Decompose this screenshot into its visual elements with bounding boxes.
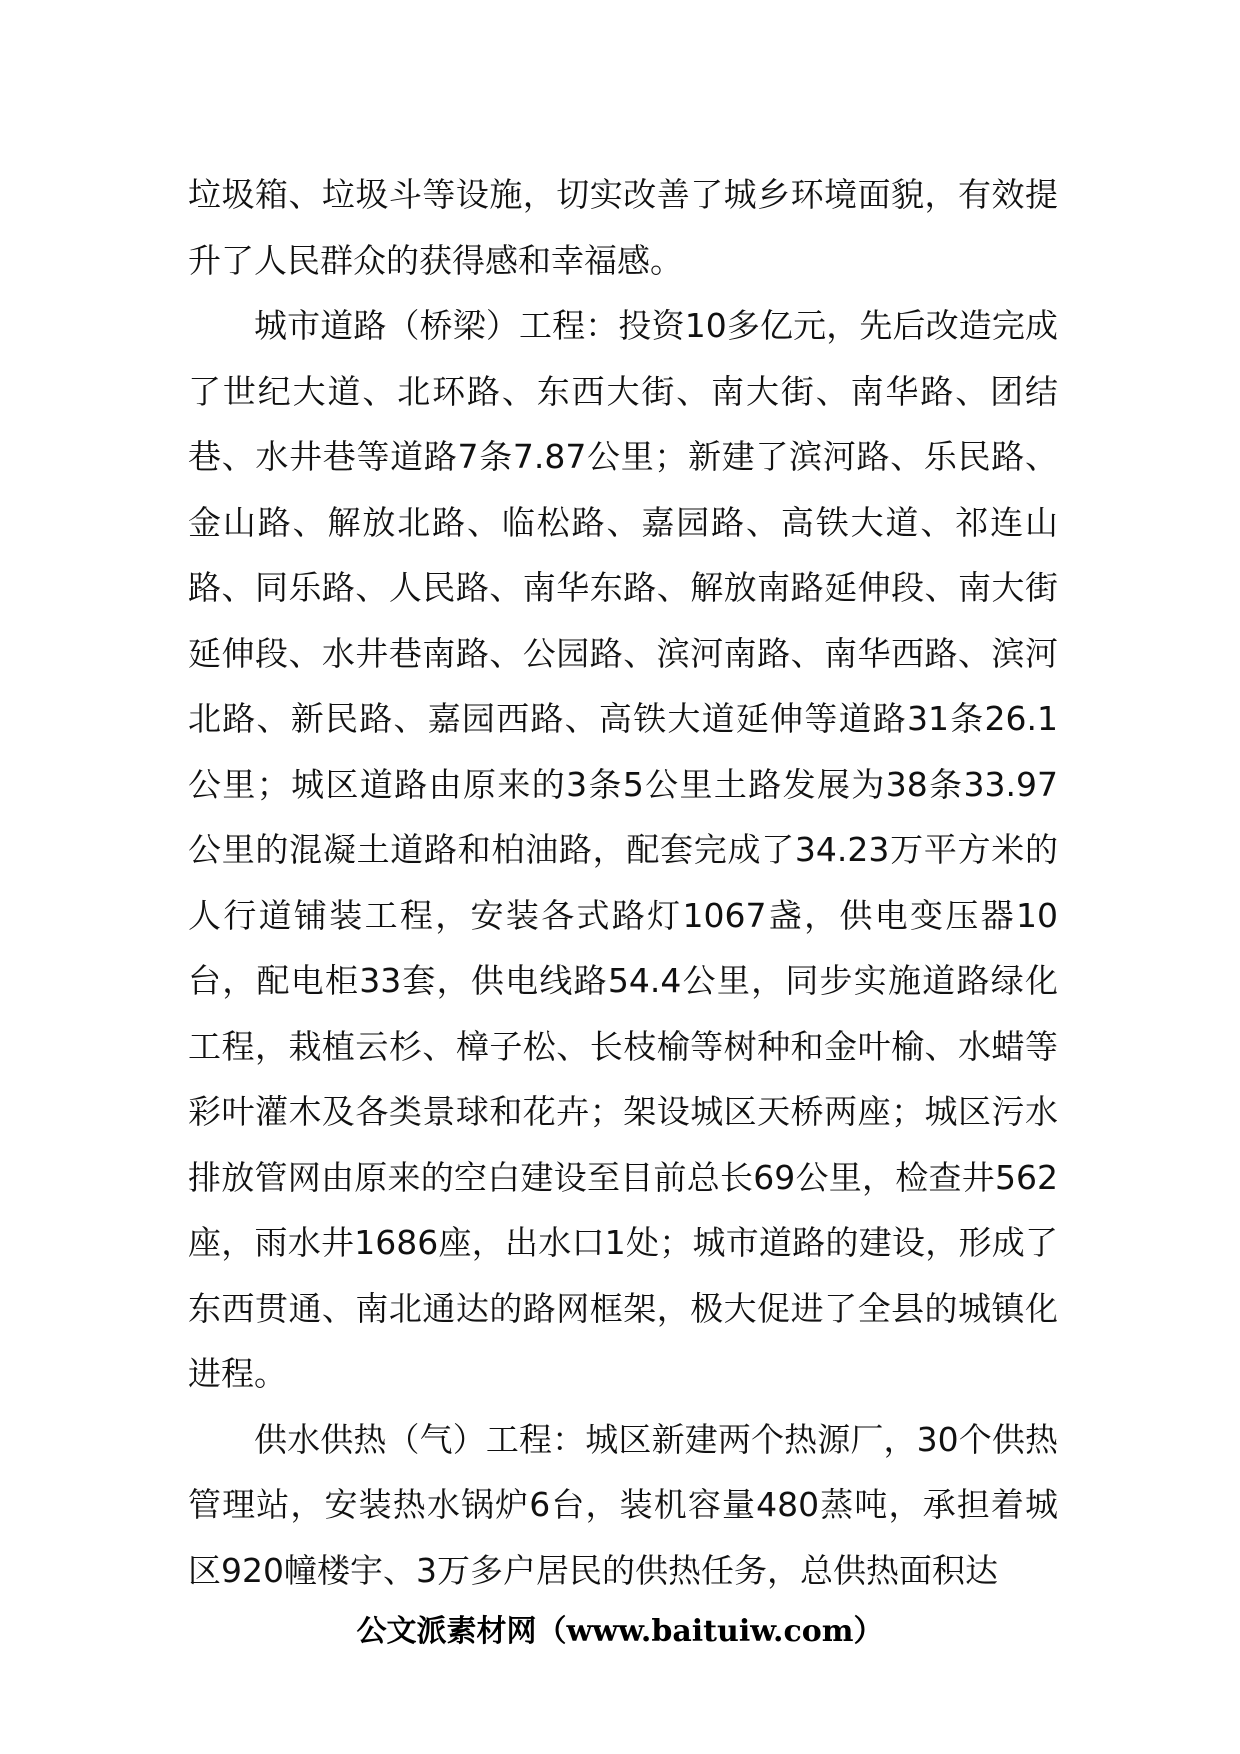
paragraph-urban-roads: 城市道路（桥梁）工程：投资10多亿元，先后改造完成了世纪大道、北环路、东西大街、南大街、南华路、团结巷、水井巷等道路7条7.87公里；新建了滨河路、乐民路、金山路、解放北路、临松路、嘉园路、高铁大道、祁连山路、同乐路、人民路、南华东路、解放南路延伸段、南大街延伸段、水井巷南路、公园路、滨河南路、南华西路、滨河北路、新民路、嘉园西路、高铁大道延伸等道路31条26.1公里；城区道路由原来的3条5公里土路发展为38条33.97公里的混凝土道路和柏油路，配套完成了34.23万平方米的人行道铺装工程，安装各式路灯1067盏，供电变压器10台，配电柜33套，供电线路54.4公里，同步实施道路绿化工程，栽植云杉、樟子松、长枝榆等树种和金叶榆、水蜡等彩叶灌木及各类景球和花卉；架设城区天桥两座；城区污水排放管网由原来的空白建设至目前总长69公里，检查井562座，雨水井1686座，出水口1处；城市道路的建设，形成了东西贯通、南北通达的路网框架，极大促进了全县的城镇化进程。 <box>188 306 1058 1393</box>
paragraph-continuation: 垃圾箱、垃圾斗等设施，切实改善了城乡环境面貌，有效提升了人民群众的获得感和幸福感。 <box>188 175 1058 280</box>
document-body <box>188 162 1058 1603</box>
footer-watermark: 公文派素材网（www.baituiw.com） <box>356 1614 884 1649</box>
paragraph-water-heating: 供水供热（气）工程：城区新建两个热源厂，30个供热管理站，安装热水锅炉6台，装机容量480蒸吨，承担着城区920幢楼宇、3万多户居民的供热任务，总供热面积达 <box>188 1419 1058 1590</box>
